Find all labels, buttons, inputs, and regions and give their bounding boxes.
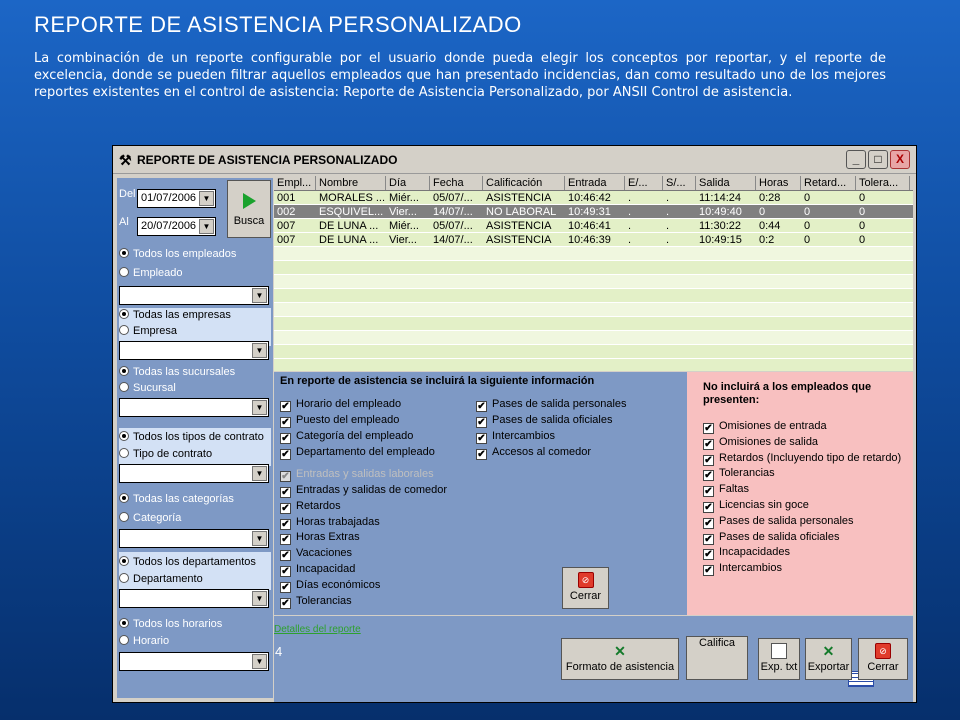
chevron-down-icon[interactable]: ▼	[252, 654, 267, 669]
date-from-select[interactable]	[137, 189, 216, 208]
checkbox-item[interactable]: ✔ Puesto del empleado	[281, 414, 400, 428]
table-cell: 14/07/...	[433, 234, 473, 246]
radio-all-contracts[interactable]: Todos los tipos de contrato	[119, 431, 264, 443]
column-header[interactable]: Retard...	[801, 176, 856, 190]
table-cell: 05/07/...	[433, 220, 473, 232]
exp-txt-button[interactable]: Exp. txt	[758, 638, 800, 680]
table-cell: Miér...	[389, 192, 419, 204]
table-row-empty	[274, 331, 913, 345]
table-row-empty	[274, 303, 913, 317]
table-cell: ASISTENCIA	[486, 234, 552, 246]
slide-body: La combinación de un reporte configurable por el usuario donde pueda elegir los conceptos por reportar, y el reporte de excelencia, donde se pueden filtrar aquellos empleados que han presentado incidencias, dan como resultado uno de los mejores reportes existentes en el control de asistencia: Reporte de Asistencia Personalizado, por ANSII Control de asistencia.	[34, 51, 886, 100]
checkbox-item[interactable]: ✔ Horario del empleado	[281, 398, 402, 412]
radio-contract[interactable]: Tipo de contrato	[119, 448, 212, 460]
report-window	[112, 145, 917, 703]
radio-all-schedules[interactable]: Todos los horarios	[119, 618, 222, 630]
busca-button[interactable]	[227, 180, 271, 238]
column-header[interactable]: Día	[386, 176, 430, 190]
company-select[interactable]	[119, 341, 269, 360]
exportar-button[interactable]: ✕ Exportar	[805, 638, 852, 680]
table-cell: 0:28	[759, 192, 781, 204]
column-header[interactable]: E/...	[625, 176, 663, 190]
checkbox-item[interactable]: ✔ Intercambios	[704, 562, 782, 577]
table-cell: 10:49:40	[699, 206, 742, 218]
checkbox-item[interactable]: ✔ Pases de salida personales	[704, 514, 854, 529]
table-cell: 0:44	[759, 220, 781, 232]
radio-company[interactable]: Empresa	[119, 325, 177, 337]
table-row-empty	[274, 289, 913, 303]
department-select[interactable]	[119, 589, 269, 608]
table-cell: Miér...	[389, 220, 419, 232]
details-link[interactable]: Detalles del reporte	[274, 624, 361, 635]
excel-icon: ✕	[614, 643, 626, 659]
radio-all-categories[interactable]: Todas las categorías	[119, 493, 234, 505]
table-cell: 0	[804, 192, 811, 204]
checkbox-item[interactable]: ✔ Faltas	[704, 483, 749, 498]
attendance-table[interactable]	[274, 176, 913, 371]
table-row-empty	[274, 247, 913, 261]
include-title: En reporte de asistencia se incluirá la siguiente información	[280, 375, 595, 387]
table-cell: .	[666, 192, 670, 204]
table-cell: 001	[277, 192, 296, 204]
table-cell: 0	[859, 234, 866, 246]
checkbox-item[interactable]: ✔ Retardos	[281, 499, 341, 514]
radio-schedule[interactable]: Horario	[119, 635, 169, 647]
chevron-down-icon[interactable]: ▼	[252, 400, 267, 415]
checkbox-item[interactable]: ✔ Pases de salida oficiales	[704, 530, 840, 545]
schedule-select[interactable]	[119, 652, 269, 671]
table-cell: 0	[804, 234, 811, 246]
table-row[interactable]	[274, 191, 913, 205]
column-header[interactable]: Entrada	[565, 176, 625, 190]
table-cell: 0	[804, 220, 811, 232]
table-cell: ESQUIVEL...	[319, 206, 384, 218]
close-icon: ⊘	[875, 643, 891, 659]
table-cell: DE LUNA ...	[319, 220, 379, 232]
checkbox-item[interactable]: ✔ Vacaciones	[281, 547, 353, 562]
column-header[interactable]: S/...	[663, 176, 696, 190]
checkbox-item[interactable]: ✔ Tolerancias	[704, 467, 775, 482]
al-label: Al	[119, 216, 129, 228]
contract-select[interactable]	[119, 464, 269, 483]
table-row[interactable]	[274, 219, 913, 233]
chevron-down-icon[interactable]: ▼	[252, 466, 267, 481]
radio-all-companies[interactable]: Todas las empresas	[119, 309, 231, 321]
table-row[interactable]	[274, 233, 913, 247]
table-cell: 0	[859, 206, 866, 218]
table-cell: ASISTENCIA	[486, 192, 552, 204]
chevron-down-icon[interactable]: ▼	[252, 343, 267, 358]
column-header[interactable]: Calificación	[483, 176, 565, 190]
table-cell: .	[666, 234, 670, 246]
checkbox-item[interactable]: ✔ Licencias sin goce	[704, 499, 809, 513]
checkbox-item[interactable]: ✔ Omisiones de salida	[704, 435, 819, 450]
table-cell: 0	[759, 206, 766, 218]
exclude-title-2: presenten:	[703, 394, 760, 406]
filter-panel	[117, 178, 273, 698]
window-title: REPORTE DE ASISTENCIA PERSONALIZADO	[137, 153, 398, 167]
table-cell: Vier...	[389, 234, 417, 246]
table-header	[274, 176, 913, 191]
exclude-panel	[687, 372, 913, 615]
del-label: Del	[119, 188, 136, 200]
play-icon	[243, 193, 256, 209]
cerrar-include-button[interactable]: ⊘ Cerrar	[562, 567, 609, 609]
table-cell: 10:46:39	[568, 234, 611, 246]
checkbox-item[interactable]: ✔ Horas Extras	[281, 531, 360, 546]
maximize-button[interactable]: □	[868, 150, 888, 169]
radio-all-employees[interactable]: Todos los empleados	[119, 248, 236, 260]
table-row[interactable]	[274, 205, 913, 219]
table-cell: 10:49:31	[568, 206, 611, 218]
checkbox-item[interactable]: ✔ Accesos al comedor	[477, 446, 592, 460]
date-to-select[interactable]	[137, 217, 216, 236]
table-row-empty	[274, 261, 913, 275]
table-cell: 007	[277, 220, 296, 232]
close-icon: ⊘	[578, 572, 594, 588]
table-row-empty	[274, 275, 913, 289]
table-cell: .	[666, 220, 670, 232]
checkbox-item[interactable]: ✔ Incapacidades	[704, 546, 790, 561]
checkbox-item[interactable]: ✔ Tolerancias	[281, 594, 352, 609]
table-row-empty	[274, 317, 913, 331]
close-button[interactable]: X	[890, 150, 910, 169]
chevron-down-icon[interactable]: ▼	[199, 191, 214, 206]
table-cell: DE LUNA ...	[319, 234, 379, 246]
chk-entradas-salidas-laborales: ✔ Entradas y salidas laborales	[281, 468, 434, 482]
column-header[interactable]: Horas	[756, 176, 801, 190]
checkbox-item[interactable]: ✔ Omisiones de entrada	[704, 420, 827, 434]
branch-select[interactable]	[119, 398, 269, 417]
busca-label: Busca	[233, 215, 265, 227]
table-cell: 10:46:42	[568, 192, 611, 204]
table-cell: 10:49:15	[699, 234, 742, 246]
checkbox-item[interactable]: ✔ Días económicos	[281, 578, 381, 593]
table-cell: 0	[804, 206, 811, 218]
califica-button[interactable]: Califica	[686, 636, 748, 680]
table-row-empty	[274, 345, 913, 359]
employee-select[interactable]	[119, 286, 269, 305]
exclude-title-1: No incluirá a los empleados que	[703, 381, 872, 393]
table-cell: MORALES ...	[319, 192, 386, 204]
bottom-bar	[274, 616, 913, 702]
app-icon: ⚒	[119, 152, 132, 168]
radio-all-branches[interactable]: Todas las sucursales	[119, 366, 235, 378]
checkbox-item[interactable]: ✔ Pases de salida oficiales	[477, 414, 613, 428]
checkbox-item[interactable]: ✔ Incapacidad	[281, 563, 356, 577]
table-cell: .	[628, 192, 632, 204]
checkbox-item[interactable]: ✔ Intercambios	[477, 430, 555, 444]
column-header[interactable]: Nombre	[316, 176, 386, 190]
radio-all-departments[interactable]: Todos los departamentos	[119, 556, 256, 568]
chevron-down-icon[interactable]: ▼	[252, 288, 267, 303]
table-cell: 0	[859, 192, 866, 204]
table-cell: ASISTENCIA	[486, 220, 552, 232]
table-cell: NO LABORAL	[486, 206, 557, 218]
table-cell: 002	[277, 206, 296, 218]
checkbox-item[interactable]: ✔ Departamento del empleado	[281, 446, 435, 460]
radio-department[interactable]: Departamento	[119, 573, 203, 585]
checkbox-item[interactable]: ✔ Entradas y salidas de comedor	[281, 484, 448, 498]
column-header[interactable]: Tolera...	[856, 176, 910, 190]
table-cell: Vier...	[389, 206, 417, 218]
cerrar-button[interactable]: ⊘ Cerrar	[858, 638, 908, 680]
checkbox-item[interactable]: ✔ Pases de salida personales	[477, 398, 627, 412]
slide-title: REPORTE DE ASISTENCIA PERSONALIZADO	[34, 12, 522, 37]
table-cell: 05/07/...	[433, 192, 473, 204]
table-cell: 0:2	[759, 234, 775, 246]
radio-employee[interactable]: Empleado	[119, 267, 183, 279]
category-select[interactable]	[119, 529, 269, 548]
chevron-down-icon[interactable]: ▼	[252, 531, 267, 546]
table-cell: .	[628, 234, 632, 246]
column-header[interactable]: Salida	[696, 176, 756, 190]
checkbox-item[interactable]: ✔ Retardos (Incluyendo tipo de retardo)	[704, 451, 902, 466]
table-cell: .	[628, 220, 632, 232]
radio-branch[interactable]: Sucursal	[119, 382, 176, 394]
table-cell: .	[628, 206, 632, 218]
chevron-down-icon[interactable]: ▼	[199, 219, 214, 234]
title-bar	[113, 146, 916, 174]
table-cell: 10:46:41	[568, 220, 611, 232]
excel-icon: ✕	[822, 643, 835, 659]
chevron-down-icon[interactable]: ▼	[252, 591, 267, 606]
minimize-button[interactable]: _	[846, 150, 866, 169]
checkbox-item[interactable]: ✔ Horas trabajadas	[281, 515, 380, 530]
table-cell: 11:14:24	[699, 192, 742, 204]
table-cell: 11:30:22	[699, 220, 742, 232]
date-from-value: 01/07/2006	[141, 192, 197, 204]
checkbox-item[interactable]: ✔ Categoría del empleado	[281, 430, 414, 444]
table-cell: 14/07/...	[433, 206, 473, 218]
column-header[interactable]: Empl...	[274, 176, 316, 190]
record-count: 4	[275, 644, 283, 659]
document-icon	[771, 643, 787, 659]
table-cell: 007	[277, 234, 296, 246]
radio-category[interactable]: Categoría	[119, 512, 181, 524]
table-cell: .	[666, 206, 670, 218]
table-cell: 0	[859, 220, 866, 232]
column-header[interactable]: Fecha	[430, 176, 483, 190]
date-to-value: 20/07/2006	[141, 220, 197, 232]
formato-asistencia-button[interactable]: ✕ Formato de asistencia	[561, 638, 679, 680]
include-panel	[274, 372, 687, 615]
